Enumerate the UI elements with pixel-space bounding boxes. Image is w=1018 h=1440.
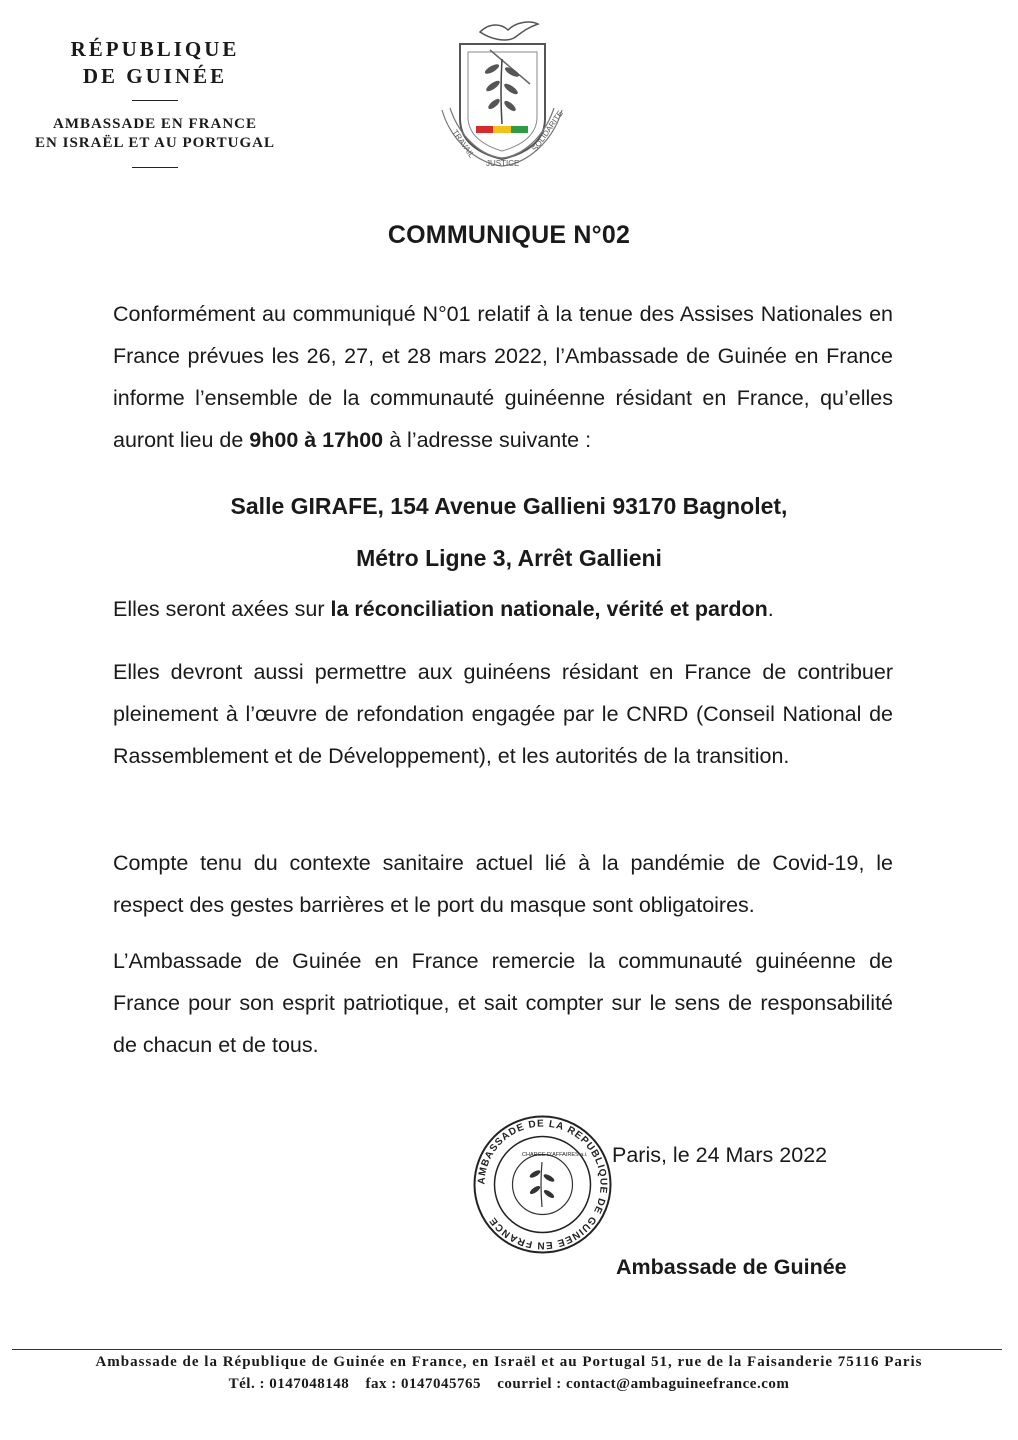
motto-right-text: SOLIDARITE [530,109,565,154]
flag-green-band [511,126,528,133]
focus-line [113,597,774,622]
footer-fax: fax : 0147045765 [365,1376,481,1392]
stamp-top-text: CHARGE D'AFFAIRES a.i. [522,1152,588,1158]
footer-divider [12,1349,1002,1350]
flag-red-band [476,126,493,133]
communique-title: COMMUNIQUE N°02 [387,221,631,249]
signatory-name: Ambassade de Guinée [616,1255,847,1279]
paragraph-sanitary: Compte tenu du contexte sanitaire actuel lié à la pandémie de Covid-19, le respect des gestes barrières et le port du masque sont obligatoires. [113,851,893,917]
footer-phone: Tél. : 0147048148 [228,1376,350,1392]
motto-center-text: JUSTICE [486,159,520,168]
footer-address: Ambassade de la République de Guinée en France, en Israël et au Portugal 51, rue de la Faisanderie 75116 Paris [95,1354,923,1370]
venue-address: Salle GIRAFE, 154 Avenue Gallieni 93170 Bagnolet, [230,493,788,519]
motto-left-text: TRAVAIL [450,127,477,160]
footer-contacts [0,1376,1018,1393]
coat-of-arms-emblem [430,14,575,174]
focus-suffix: . [767,597,774,621]
embassy-name-line2: EN ISRAËL ET AU PORTUGAL [35,135,275,151]
official-stamp [470,1112,615,1257]
letterhead-block [20,36,290,168]
country-name-line1: RÉPUBLIQUE [70,37,240,61]
intro-text-end: à l’adresse suivante : [383,428,592,452]
paragraph-thanks: L’Ambassade de Guinée en France remercie la communauté guinéenne de France pour son esprit patriotique, et sait compter sur le sens de responsabilité de chacun et de tous. [113,949,893,1057]
header-divider [132,100,178,101]
place-and-date: Paris, le 24 Mars 2022 [612,1143,828,1167]
svg-text:AMBASSADE DE LA REPUBLIQUE DE [476,1118,608,1250]
embassy-name-line1: AMBASSADE EN FRANCE [52,116,258,132]
metro-info: Métro Ligne 3, Arrêt Gallieni [356,545,662,571]
hours-text: 9h00 à 17h00 [249,428,384,452]
footer-email: courriel : contact@ambaguineefrance.com [497,1376,790,1392]
focus-prefix: Elles seront axées sur [113,597,331,621]
paragraph-intro [113,293,893,461]
header-divider-bottom [132,167,178,168]
flag-yellow-band [493,126,511,133]
focus-topics: la réconciliation nationale, vérité et pardon [330,597,768,621]
intro-text: Conformément au communiqué N°01 relatif à la tenue des Assises Nationales en France prévues les 26, 27, et 28 mars 2022, l’Ambassade de Guinée en France informe l’ensemble de la communauté guinéenne résidant en France, qu’elles auront lieu de [113,302,893,452]
paragraph-contribution: Elles devront aussi permettre aux guinéens résidant en France de contribuer pleinement à l’œuvre de refondation engagée par le CNRD (Conseil National de Rassemblement et de Développement), et les autorités de la transition. [113,660,893,768]
stamp-ring-text: AMBASSADE DE LA REPUBLIQUE DE GUINEE EN FRANCE [476,1118,609,1251]
country-name-line2: DE GUINÉE [82,64,228,88]
